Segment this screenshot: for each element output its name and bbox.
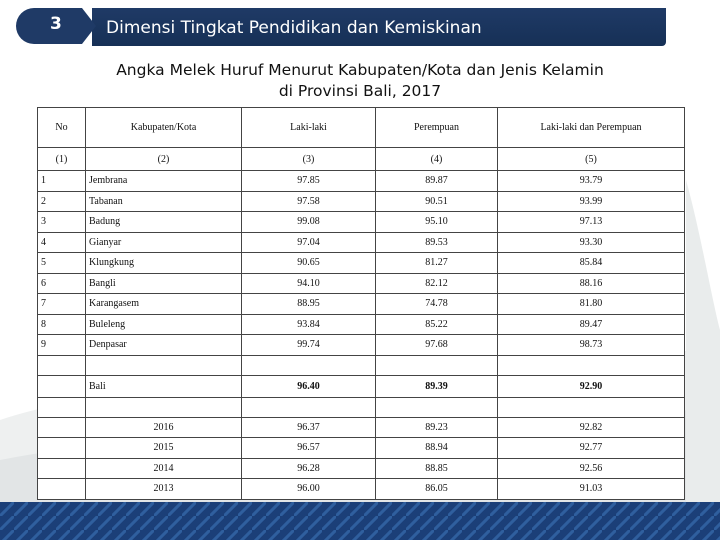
cell-no: 5: [38, 253, 86, 274]
index-cell: (1): [38, 148, 86, 171]
table-row: [38, 273, 685, 294]
index-cell: (5): [498, 148, 685, 171]
index-cell: (2): [86, 148, 242, 171]
cell-total: 85.84: [498, 253, 685, 274]
cell-total: 92.56: [498, 458, 685, 479]
table-header-row: [38, 108, 685, 148]
cell-no: 2: [38, 191, 86, 212]
cell-perempuan: 88.85: [376, 458, 498, 479]
table-row: [38, 191, 685, 212]
province-perempuan: 89.39: [376, 375, 498, 397]
cell-no: 4: [38, 232, 86, 253]
cell-name: Gianyar: [86, 232, 242, 253]
header-total: Laki-laki dan Perempuan: [498, 108, 685, 148]
cell-total: 93.30: [498, 232, 685, 253]
cell-total: 81.80: [498, 294, 685, 315]
cell-name: Buleleng: [86, 314, 242, 335]
header-laki: Laki-laki: [242, 108, 376, 148]
cell-laki: 96.28: [242, 458, 376, 479]
cell-perempuan: 88.94: [376, 438, 498, 459]
cell-name: Bangli: [86, 273, 242, 294]
cell-perempuan: 85.22: [376, 314, 498, 335]
cell-total: 91.03: [498, 479, 685, 500]
section-number: 3: [50, 14, 62, 34]
cell-laki: 88.95: [242, 294, 376, 315]
year-row: [38, 458, 685, 479]
cell-total: 89.47: [498, 314, 685, 335]
pattern-icon: [0, 502, 720, 540]
header-perempuan: Perempuan: [376, 108, 498, 148]
cell-laki: 93.84: [242, 314, 376, 335]
table-row: [38, 314, 685, 335]
cell-no: 1: [38, 171, 86, 192]
table-row: [38, 232, 685, 253]
cell-name: Badung: [86, 212, 242, 233]
year-row: [38, 479, 685, 500]
cell-name: Jembrana: [86, 171, 242, 192]
table-row: [38, 212, 685, 233]
cell-name: Tabanan: [86, 191, 242, 212]
cell-perempuan: 95.10: [376, 212, 498, 233]
spacer-row: [38, 397, 685, 417]
cell-laki: 97.58: [242, 191, 376, 212]
table-row: [38, 335, 685, 356]
cell-perempuan: 81.27: [376, 253, 498, 274]
cell-year: 2016: [86, 417, 242, 438]
cell-total: 92.82: [498, 417, 685, 438]
cell-total: 88.16: [498, 273, 685, 294]
header-kabupaten: Kabupaten/Kota: [86, 108, 242, 148]
index-cell: (3): [242, 148, 376, 171]
cell-perempuan: 89.23: [376, 417, 498, 438]
cell-total: 97.13: [498, 212, 685, 233]
cell-laki: 96.37: [242, 417, 376, 438]
cell-year: 2014: [86, 458, 242, 479]
table-title-line1: Angka Melek Huruf Menurut Kabupaten/Kota dan Jenis Kelamin: [116, 61, 604, 79]
cell-perempuan: 89.87: [376, 171, 498, 192]
cell-laki: 96.57: [242, 438, 376, 459]
cell-perempuan: 86.05: [376, 479, 498, 500]
header-no: No: [38, 108, 86, 148]
table-row: [38, 294, 685, 315]
table-row: [38, 253, 685, 274]
cell-year: 2015: [86, 438, 242, 459]
cell-total: 93.99: [498, 191, 685, 212]
cell-laki: 97.04: [242, 232, 376, 253]
province-row: [38, 375, 685, 397]
province-total: 92.90: [498, 375, 685, 397]
table-row: [38, 171, 685, 192]
cell-perempuan: 89.53: [376, 232, 498, 253]
table-title-line2: di Provinsi Bali, 2017: [278, 82, 442, 100]
cell-no: 8: [38, 314, 86, 335]
cell-name: Karangasem: [86, 294, 242, 315]
index-cell: (4): [376, 148, 498, 171]
province-laki: 96.40: [242, 375, 376, 397]
cell-year: 2013: [86, 479, 242, 500]
cell-laki: 94.10: [242, 273, 376, 294]
index-row: [38, 148, 685, 171]
cell-no: 6: [38, 273, 86, 294]
cell-laki: 97.85: [242, 171, 376, 192]
year-row: [38, 438, 685, 459]
bottom-decorative-band: [0, 502, 720, 540]
cell-name: Denpasar: [86, 335, 242, 356]
cell-name: Klungkung: [86, 253, 242, 274]
cell-perempuan: 90.51: [376, 191, 498, 212]
cell-laki: 96.00: [242, 479, 376, 500]
literacy-table: [37, 107, 685, 500]
cell-laki: 99.74: [242, 335, 376, 356]
province-name: Bali: [86, 375, 242, 397]
cell-no: 7: [38, 294, 86, 315]
cell-perempuan: 74.78: [376, 294, 498, 315]
cell-laki: 99.08: [242, 212, 376, 233]
cell-total: 98.73: [498, 335, 685, 356]
cell-no: 3: [38, 212, 86, 233]
spacer-row: [38, 355, 685, 375]
cell-no: 9: [38, 335, 86, 356]
page-title: Dimensi Tingkat Pendidikan dan Kemiskinan: [106, 18, 482, 38]
cell-perempuan: 97.68: [376, 335, 498, 356]
cell-total: 93.79: [498, 171, 685, 192]
year-row: [38, 417, 685, 438]
cell-laki: 90.65: [242, 253, 376, 274]
cell-total: 92.77: [498, 438, 685, 459]
cell-perempuan: 82.12: [376, 273, 498, 294]
